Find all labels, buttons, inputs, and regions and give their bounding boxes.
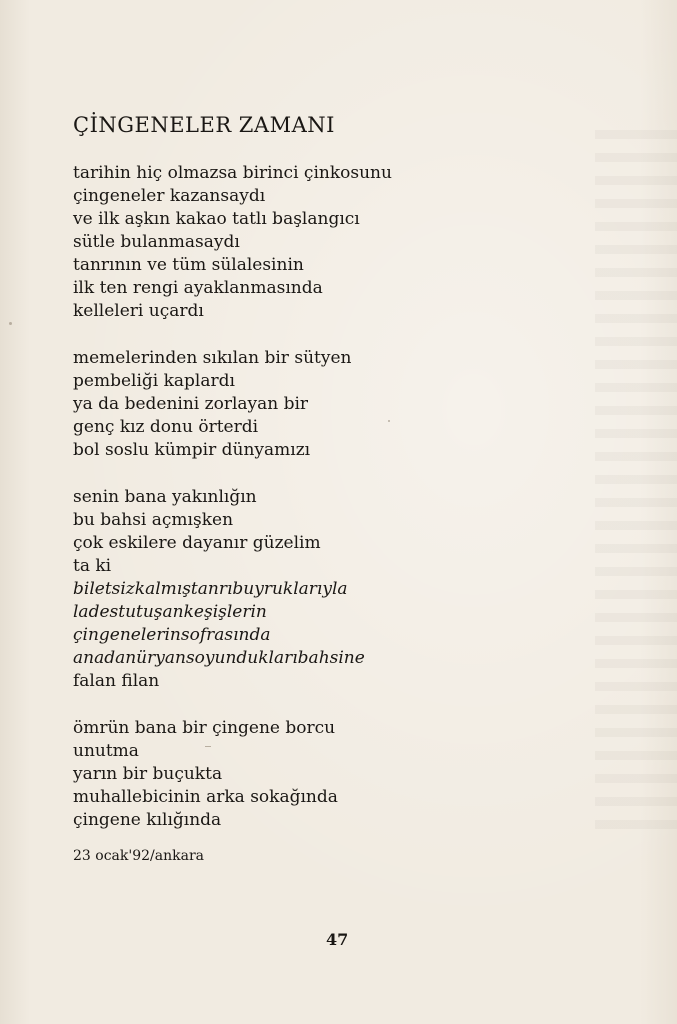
poem-line: falan filan [73, 671, 160, 691]
poem-body [73, 162, 593, 856]
poem-line-italic: biletsizkalmıştanrıbuyruklarıyla [73, 579, 348, 599]
poem-line: tanrının ve tüm sülalesinin [73, 255, 304, 275]
poem-line: tarihin hiç olmazsa birinci çinkosunu [73, 163, 392, 183]
poem-line: çingene kılığında [73, 810, 222, 830]
poem-line: muhallebicinin arka sokağında [73, 787, 338, 807]
stanza-3 [73, 486, 593, 693]
poem-line: pembeliği kaplardı [73, 371, 235, 391]
poem-line: ta ki [73, 556, 112, 576]
poem-title: ÇİNGENELER ZAMANI [73, 113, 335, 137]
poem-line: bu bahsi açmışken [73, 510, 234, 530]
poem-dateline: 23 ocak'92/ankara [73, 848, 204, 864]
poem-line: ömrün bana bir çingene borcu [73, 718, 336, 738]
stanza-4 [73, 717, 593, 832]
poem-line-italic: ladestutuşankeşişlerin [73, 602, 267, 622]
paper-speck [388, 420, 390, 422]
poem-line: kelleleri uçardı [73, 301, 204, 321]
page-number: 47 [326, 930, 349, 949]
show-through-text [595, 130, 677, 830]
poem-line: bol soslu kümpir dünyamızı [73, 440, 311, 460]
poem-line: sütle bulanmasaydı [73, 232, 240, 252]
poem-line: yarın bir buçukta [73, 764, 223, 784]
poem-line: memelerinden sıkılan bir sütyen [73, 348, 352, 368]
poem-line: unutma [73, 741, 139, 761]
poem-line-italic: çingenelerinsofrasında [73, 625, 271, 645]
stanza-1 [73, 162, 593, 323]
poem-line: ve ilk aşkın kakao tatlı başlangıcı [73, 209, 360, 229]
poem-line: çok eskilere dayanır güzelim [73, 533, 321, 553]
poem-line-italic: anadanüryansoyunduklarıbahsine [73, 648, 365, 668]
paper-speck [205, 746, 211, 747]
stanza-2 [73, 347, 593, 462]
poem-line: ilk ten rengi ayaklanmasında [73, 278, 323, 298]
poem-line: senin bana yakınlığın [73, 487, 257, 507]
poem-line: çingeneler kazansaydı [73, 186, 266, 206]
poem-line: ya da bedenini zorlayan bir [73, 394, 309, 414]
poem-line: genç kız donu örterdi [73, 417, 259, 437]
paper-speck [9, 322, 12, 325]
